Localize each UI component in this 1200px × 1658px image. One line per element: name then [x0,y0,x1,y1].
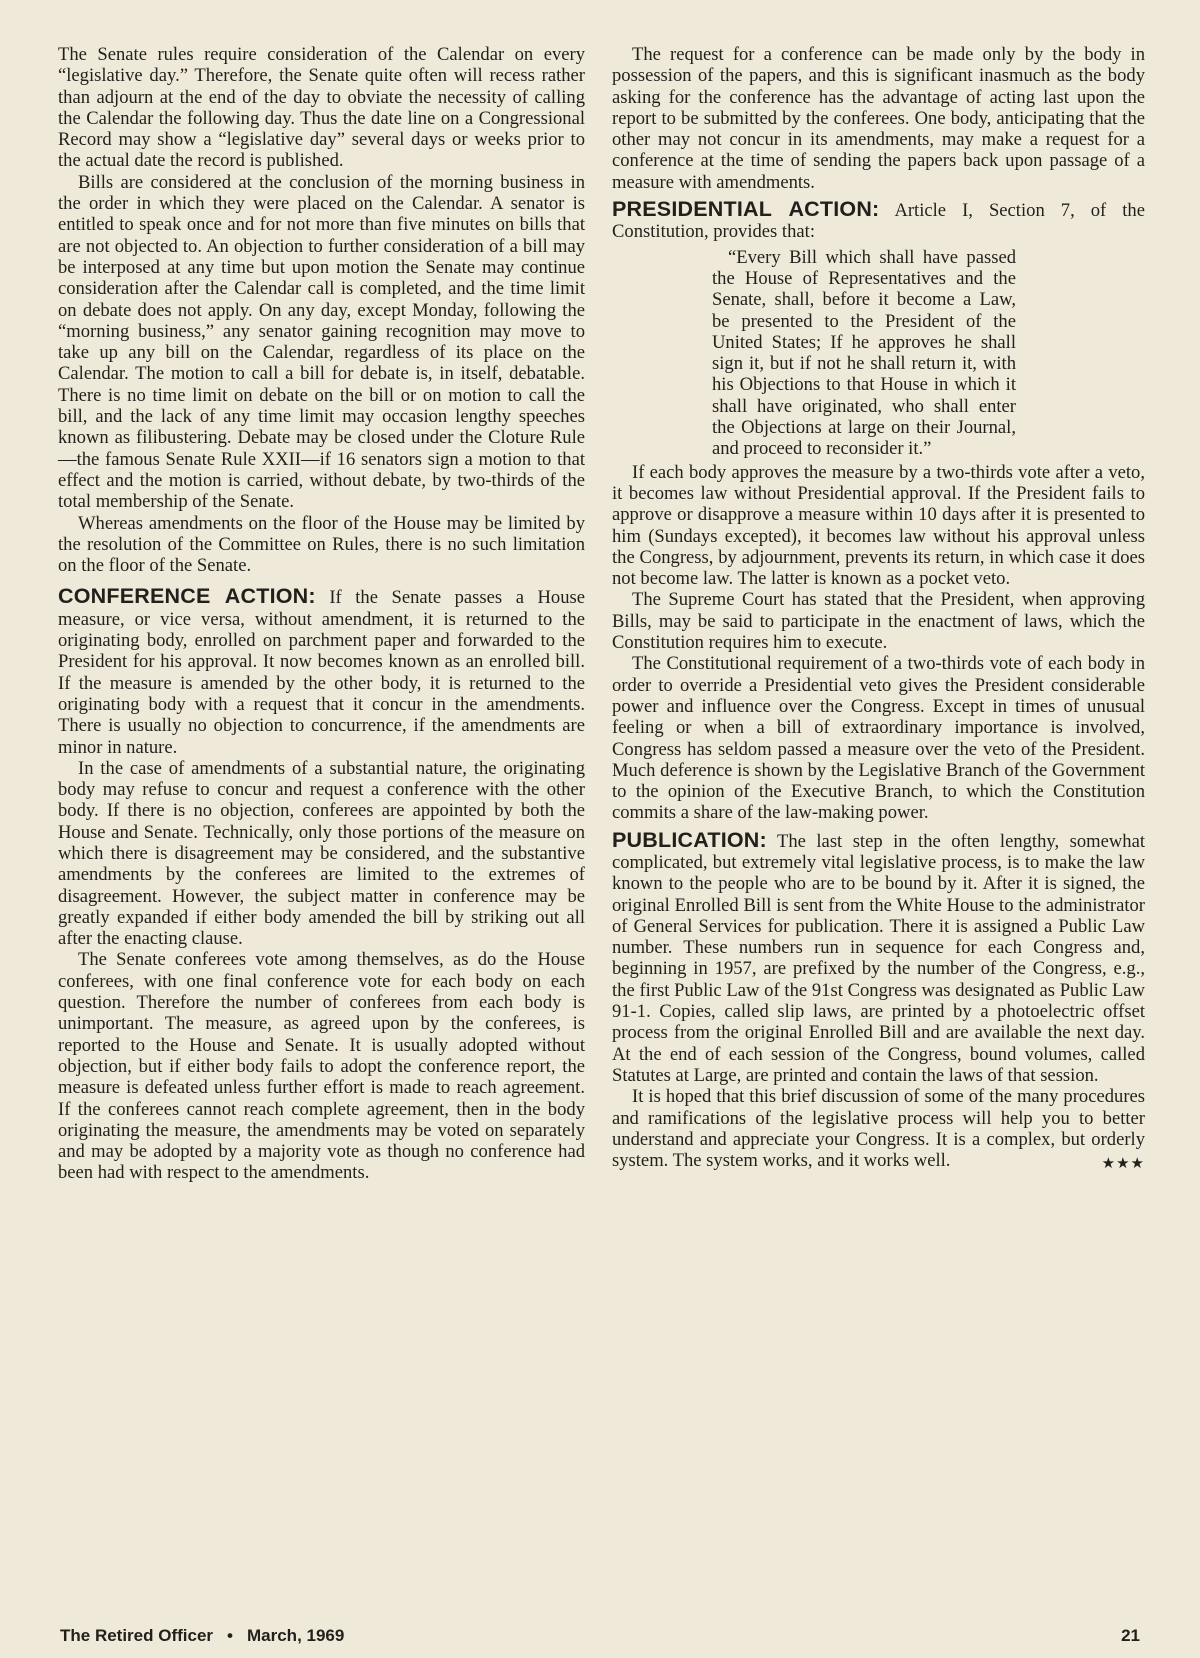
footer-publication-line [60,1626,344,1646]
presidential-lead-text: Article I, Section 7, of the Constitution, provides that: [612,200,1145,243]
right-column [612,44,1145,1174]
body-paragraph: If each body approves the measure by a two-thirds vote after a veto, it becomes law without Presidential approval. If the President fails to approve or disapprove a measure within 10 days after it is presented to him (Sundays excepted), it becomes law without his approval unless the Congress, by adjournment, prevents its return, in which case it does not become law. The latter is known as a pocket veto. [612,461,1145,590]
publication-lead-text: The last step in the often lengthy, somewhat complicated, but extremely vital legislative process, is to make the law known to the people who are to be bound by it. After it is signed, the original Enrolled Bill is sent from the White House to the administrator of General Services for publication. There it is assigned a Public Law number. These numbers run in sequence for each Congress and, beginning in 1957, are prefixed by the number of the Congress, e.g., the first Public Law of the 91st Congress was designated as Public Law 91-1. Copies, called slip laws, are printed by a photoelectric offset process from the original Enrolled Bill and are available the next day. At the end of each session of the Congress, bound volumes, called Statutes at Large, are printed and contain the laws of that session. [612,830,1145,1086]
conference-lead-text: If the Senate passes a House measure, or vice versa, without amendment, it is returned to the originating body, enrolled on parchment paper and forwarded to the President for his approval. It now becomes known as an enrolled bill. If the measure is amended by the other body, it is returned to the originating body with a request that it concur in the amendments. There is usually no objection to concurrence, if the amendments are minor in nature. [58,587,586,758]
left-column [58,44,585,1184]
publication-heading: PUBLICATION: [612,827,767,852]
presidential-action-section [612,199,1145,824]
publication-lead-paragraph [612,827,1145,1087]
constitution-quote [712,247,1016,460]
body-paragraph: The Senate rules require consideration of the Calendar on every “legislative day.” Therefore, the Senate quite often will recess rather than adjourn at the end of the day to obviate the necessity of calling the Calendar the following day. Thus the date line on a Congressional Record may show a “legislative day” several days or weeks prior to the actual date the record is published. [58,44,585,172]
bullet-separator: • [227,1626,233,1645]
closing-paragraph [612,1086,1145,1171]
body-paragraph: The Constitutional requirement of a two-thirds vote of each body in order to override a Presidential veto gives the President considerable power and influence over the Congress. Except in times of unusual feeling or when a bill of extraordinary importance is involved, Congress has seldom passed a measure over the veto of the President. Much deference is shown by the Legislative Branch of the Government to the opinion of the Executive Branch, to which the Constitution commits a share of the law-making power. [612,653,1145,824]
presidential-action-heading: PRESIDENTIAL ACTION: [612,197,880,222]
quote-text: “Every Bill which shall have passed the House of Representatives and the Senate, shall, before it become a Law, be presented to the President of the United States; If he approves he shall sign it, but if not he shall return it, with his Objections to that House in which it shall have originated, who shall enter the Objections at large on their Journal, and proceed to reconsider it.” [712,246,1016,460]
issue-date: March, 1969 [247,1626,345,1645]
publication-section [612,827,1145,1173]
body-paragraph: Whereas amendments on the floor of the House may be limited by the resolution of the Committee on Rules, there is no such limitation on the floor of the Senate. [58,512,585,577]
presidential-lead-paragraph [612,199,1145,243]
body-paragraph: The request for a conference can be made only by the body in possession of the papers, and this is significant inasmuch as the body asking for the conference has the advantage of acting last upon the report to be submitted by the conferees. One body, anticipating that the other may not concur in its amendments, may make a request for a conference at the time of sending the papers back upon passage of a measure with amendments. [612,44,1145,193]
closing-text: It is hoped that this brief discussion of some of the many procedures and ramifications of the legislative process will help you to better understand and appreciate your Congress. It is a complex, but orderly system. The system works, and it works well. [612,1086,1145,1172]
body-paragraph: The Supreme Court has stated that the President, when approving Bills, may be said to participate in the enactment of laws, which the Constitution requires him to execute. [612,589,1145,654]
conference-lead-paragraph [58,586,585,757]
body-paragraph: Bills are considered at the conclusion of the morning business in the order in which they were placed on the Calendar. A senator is entitled to speak once and for not more than five minutes on bills that are not objected to. An objection to further consideration of a bill may be interposed at any time but upon motion the Senate may continue consideration after the Calendar call is completed, and the time limit on debate does not apply. On any day, except Monday, following the “morning business,” any senator gaining recognition may move to take up any bill on the Calendar, regardless of its place on the Calendar. The motion to call a bill for debate is, in itself, debatable. There is no time limit on debate on the bill or on motion to call the bill, and the lack of any time limit may occasion lengthy speeches known as filibustering. Debate may be closed under the Cloture Rule—the famous Senate Rule XXII—if 16 senators sign a motion to that effect and the motion is carried, without debate, by two-thirds of the total membership of the Senate. [58,171,585,513]
body-paragraph: The Senate conferees vote among themselves, as do the House conferees, with one final conference vote for each body on each question. Therefore the number of conferees from each body is unimportant. The measure, as agreed upon by the conferees, is reported to the House and Senate. It is usually adopted without objection, but if either body fails to adopt the conference report, the measure is defeated unless further effort is made to reach agreement. If the conferees cannot reach complete agreement, then in the body originating the measure, the amendments may be voted on separately and may be adopted by a majority vote as though no conference had been had with respect to the amendments. [58,949,585,1184]
end-mark-stars-icon: ★★★ [1101,1154,1145,1173]
conference-action-heading: CONFERENCE ACTION: [58,584,316,609]
body-paragraph: In the case of amendments of a substantial nature, the originating body may refuse to concur and request a conference with the other body. If there is no objection, conferees are appointed by both the House and Senate. Technically, only those portions of the measure on which there is disagreement may be considered, and the substantive amendments by the conferees are limited to the extremes of disagreement. However, the subject matter in conference may be greatly expanded if either body amended the bill by striking out all after the enacting clause. [58,757,585,950]
magazine-title: The Retired Officer [60,1626,214,1645]
conference-action-section [58,586,585,1183]
page-number: 21 [1121,1626,1140,1645]
